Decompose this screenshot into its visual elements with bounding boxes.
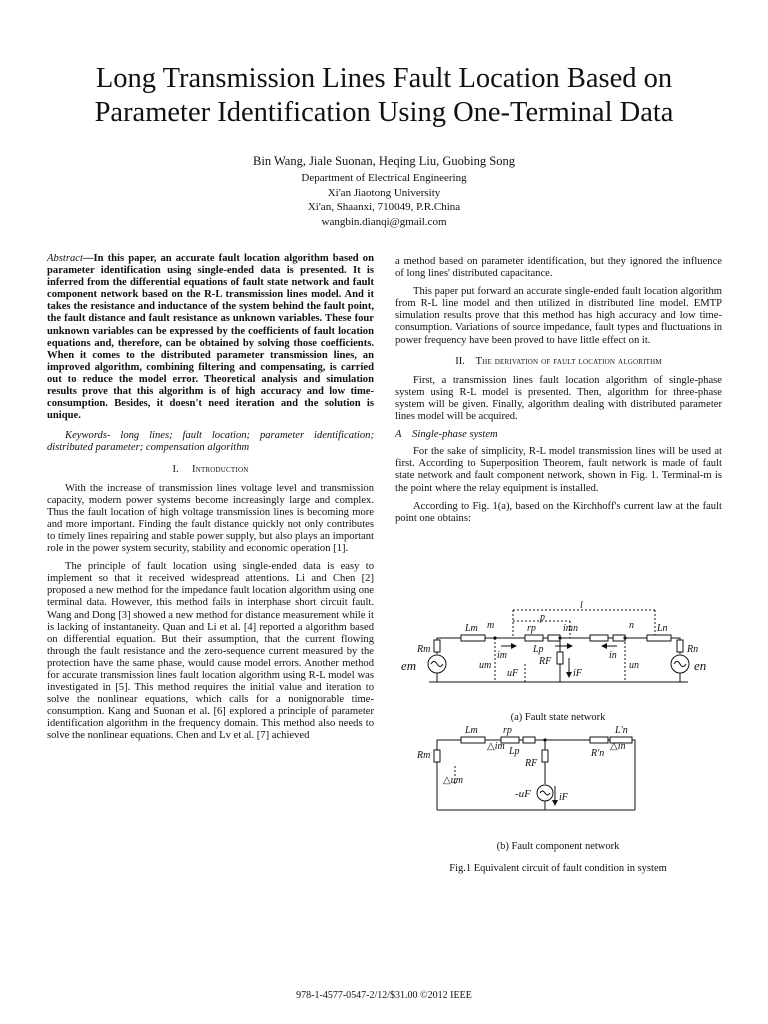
label-rn: Rn bbox=[687, 644, 699, 655]
node-n bbox=[623, 636, 626, 639]
label-lp: Lp bbox=[533, 644, 544, 655]
label-um: um bbox=[479, 660, 492, 671]
resistor-rf-b bbox=[542, 750, 548, 762]
label-imn: imn bbox=[563, 623, 578, 634]
label-minus-uf: -uF bbox=[515, 788, 531, 800]
label-un: un bbox=[629, 660, 639, 671]
paper-title bbox=[40, 62, 728, 130]
label-p: p bbox=[540, 612, 545, 623]
right-paragraph-3: First, a transmission lines fault location algorithm of single-phase system using R-L model is presented. Then, algorithm for three-phase system will be given. Finally, algorithm dealing with distributed parameter lines model will be acquired. bbox=[395, 374, 722, 423]
label-ln: Ln bbox=[657, 623, 668, 634]
source-em-wave bbox=[431, 662, 443, 667]
label-if: iF bbox=[573, 668, 582, 679]
label-lm-b: Lm bbox=[465, 725, 478, 736]
label-rf: RF bbox=[539, 656, 552, 667]
resistor-rm-a bbox=[434, 640, 440, 652]
intro-paragraph-1: With the increase of transmission lines voltage level and transmission capacity, modern power systems become increasingly large and complex. Thus the fault location of high voltage transmission lines is becoming more and more important. Finding the fault distance quickly not only contributes to timely lines repairing and stable power supply, but also plays an important role in the power system security, stability and economic operation [1]. bbox=[47, 482, 374, 555]
resistor-rm-b bbox=[434, 750, 440, 762]
title-line-2: Parameter Identification Using One-Terminal Data bbox=[94, 97, 674, 128]
section-heading-derivation bbox=[395, 356, 722, 368]
section-number: II. bbox=[455, 355, 465, 367]
resistor-rn-prime bbox=[590, 737, 608, 743]
label-en: en bbox=[694, 658, 707, 673]
inductor-lp-b bbox=[523, 737, 535, 743]
subsection-letter: A bbox=[395, 429, 402, 441]
title-line-1: Long Transmission Lines Fault Location Based on bbox=[95, 63, 673, 94]
right-paragraph-1: a method based on parameter identification, but they ignored the influence of long lines' distributed capacitance. bbox=[395, 256, 722, 280]
keywords: Keywords- long lines; fault location; parameter identification; distributed parameter; compensation algorithm bbox=[47, 430, 374, 454]
section-heading-introduction bbox=[47, 464, 374, 476]
if-arrowhead bbox=[566, 672, 572, 678]
label-rn-prime: R'n bbox=[591, 748, 605, 759]
label-lm: Lm bbox=[465, 623, 478, 634]
source-uf-wave bbox=[540, 791, 550, 795]
imn-arrowhead bbox=[567, 643, 573, 649]
node-f-b bbox=[543, 738, 546, 741]
in-arrowhead bbox=[601, 643, 607, 649]
label-delta-im: △im bbox=[487, 741, 505, 752]
figure-caption: Fig.1 Equivalent circuit of fault condition in system bbox=[449, 863, 667, 874]
node-f bbox=[558, 636, 561, 639]
affiliation-department: Department of Electrical Engineering bbox=[301, 172, 467, 184]
im-arrowhead bbox=[511, 643, 517, 649]
label-ln-prime: L'n bbox=[615, 725, 628, 736]
caption-b: (b) Fault component network bbox=[496, 841, 620, 852]
right-column bbox=[395, 256, 722, 531]
affiliation-university: Xi'an Jiaotong University bbox=[327, 186, 441, 199]
label-n: n bbox=[629, 620, 634, 631]
copyright-footer: 978-1-4577-0547-2/12/$31.00 ©2012 IEEE bbox=[296, 990, 472, 1001]
affiliation-address: Xi'an, Shaanxi, 710049, P.R.China bbox=[307, 201, 461, 213]
fault-circuit-diagram bbox=[395, 600, 722, 880]
section-number: I. bbox=[172, 463, 179, 475]
label-uf: uF bbox=[507, 668, 519, 679]
inductor-lm-a bbox=[461, 635, 485, 641]
right-paragraph-5: According to Fig. 1(a), based on the Kirchhoff's current law at the fault point one obtains: bbox=[395, 500, 722, 524]
inductor-right-a bbox=[613, 635, 625, 641]
label-rm-b: Rm bbox=[417, 750, 431, 761]
left-column bbox=[47, 253, 374, 749]
caption-a: (a) Fault state network bbox=[510, 712, 606, 723]
abstract-label: Abstract bbox=[47, 253, 83, 264]
label-delta-um: △um bbox=[443, 775, 463, 786]
subsection-title: Single-phase system bbox=[412, 429, 498, 441]
label-if-b: iF bbox=[559, 792, 568, 803]
label-im: im bbox=[497, 650, 507, 661]
label-m: m bbox=[487, 620, 495, 631]
inductor-lm-b bbox=[461, 737, 485, 743]
subsection-heading-single-phase bbox=[395, 429, 722, 441]
label-rp: rp bbox=[527, 623, 536, 634]
inductor-ln-a bbox=[647, 635, 671, 641]
label-in: in bbox=[609, 650, 617, 661]
resistor-right-a bbox=[590, 635, 608, 641]
label-rf-b: RF bbox=[525, 758, 538, 769]
label-lp-b: Lp bbox=[509, 746, 520, 757]
node-m bbox=[493, 636, 496, 639]
if-arrowhead-b bbox=[552, 800, 558, 806]
right-paragraph-4: For the sake of simplicity, R-L model transmission lines will be used at first. According to Superposition Theorem, fault network is made of fault state network and fault component network, shown in Fig. 1. Terminal-m is the point where the relay equipment is installed. bbox=[395, 446, 722, 494]
label-delta-in: △in bbox=[610, 741, 626, 752]
affiliation bbox=[0, 171, 768, 229]
source-en-wave bbox=[674, 662, 686, 667]
label-rm: Rm bbox=[417, 644, 431, 655]
resistor-rf-a bbox=[557, 652, 563, 664]
resistor-rn-a bbox=[677, 640, 683, 652]
figure-1 bbox=[395, 600, 722, 880]
section-title: The derivation of fault location algorithm bbox=[475, 355, 662, 367]
inductor-lp-a bbox=[548, 635, 560, 641]
abstract-text: —In this paper, an accurate fault location algorithm based on parameter identification using single-ended data is presented. It is inferred from the differential equations of fault state network and fault component network based on the R-L transmission lines model. And it takes the resistance and inductance of the system behind the fault point, the fault distance and fault resistance as unknown variables. These four unknown variables can be expressed by the coefficients of fault location equations and, therefore, can be obtained by solving those coefficients. When it comes to the distributed parameter transmission lines, an improved algorithm, combining filtering and compensating, is carried out to reduce the model error. Theoretical analysis and simulation results prove that this algorithm is of high accuracy and low time-consumption. Besides, it doesn't need iteration and the solution is unique. bbox=[47, 253, 374, 422]
section-title: Introduction bbox=[191, 463, 249, 475]
intro-paragraph-2: The principle of fault location using single-ended data is easy to implement so that it received widespread attentions. Li and Chen [2] proposed a new method for the impedance fault location algorithm using one terminal data. However, this method fails in interphase short circuit fault. Wang and Dong [3] showed a new method for distance measurement while it is lacking of instantaneity. Quan and Li et al. [4] reported a algorithm based on differential equation. But their assumption, that the current flowing through the fault resistance and the zero-sequence current measured by the protection have the same phase, would cause model errors. Another method for accurate transmission lines fault location algorithm using R-L model was investigated in [5]. This method requires the initial value and iteration to solve the nonlinear equations, which calls for a nonignorable time-consumption. Kang and Suonan et al. [6] explored a principle of parameter identification algorithm in the frequency domain. This method also needs to solve the nonlinear equations. Chen and Lv et al. [7] achieved bbox=[47, 561, 374, 742]
abstract bbox=[47, 253, 374, 422]
label-rp-b: rp bbox=[503, 725, 512, 736]
resistor-rp-a bbox=[525, 635, 543, 641]
label-em: em bbox=[401, 658, 417, 673]
label-l: l bbox=[580, 600, 583, 611]
affiliation-email[interactable]: wangbin.dianqi@gmail.com bbox=[321, 215, 447, 228]
authors: Bin Wang, Jiale Suonan, Heqing Liu, Guobing Song bbox=[253, 154, 515, 168]
right-paragraph-2: This paper put forward an accurate single-ended fault location algorithm from R-L line model and then utilized in distributed line model. EMTP simulation results prove that this method has high accuracy and low time-consumption. Variations of source impedance, fault types and fluctuations in power frequency have been proved to have little effect on it. bbox=[395, 286, 722, 346]
